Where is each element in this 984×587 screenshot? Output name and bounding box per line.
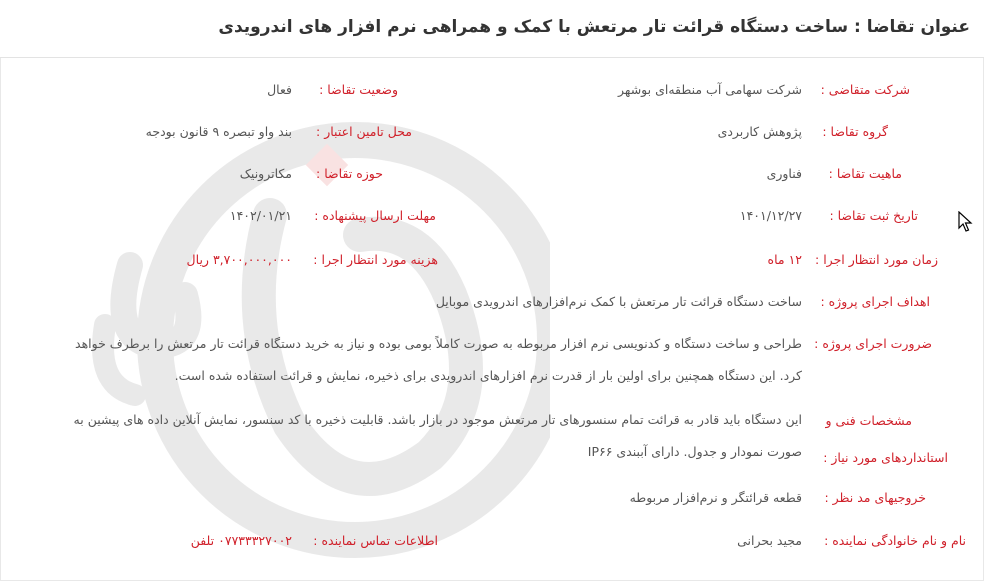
proposal-deadline-value: ۱۴۰۲/۰۱/۲۱ xyxy=(229,208,292,223)
representative-contact-value: ۰۷۷۳۳۳۲۷۰۰۲ تلفن xyxy=(190,533,292,548)
representative-name-label: نام و نام خانوادگی نماینده : xyxy=(824,533,966,548)
expected-cost-value: ۳,۷۰۰,۰۰۰,۰۰۰ ریال xyxy=(186,252,292,267)
request-domain-label: حوزه تقاضا : xyxy=(316,166,383,181)
request-nature-value: فناوری xyxy=(766,166,802,181)
project-necessity-value: طراحی و ساخت دستگاه و کدنویسی نرم افزار مربوطه به صورت کاملاً بومی بوده و نیاز به خرید دستگاه قرائت تار مرتعش را برطرف خواهد کرد. این دستگاه همچنین برای اولین بار از قدرت نرم افزارهای اندرویدی برای ذخیره، نمایش و قرائت استفاده شده است. xyxy=(75,336,802,383)
project-necessity-label: ضرورت اجرای پروژه : xyxy=(814,336,932,351)
technical-specs-label-line2: استانداردهای مورد نیاز : xyxy=(823,450,948,465)
request-group-label: گروه تقاضا : xyxy=(822,124,888,139)
project-goals-label: اهداف اجرای پروژه : xyxy=(820,294,930,309)
request-domain-value: مکاترونیک xyxy=(239,166,292,181)
desired-outputs-label: خروجیهای مد نظر : xyxy=(824,490,926,505)
proposal-deadline-label: مهلت ارسال پیشنهاده : xyxy=(314,208,436,223)
technical-specs-label-line1: مشخصات فنی و xyxy=(825,413,912,428)
mouse-cursor-icon xyxy=(958,211,974,233)
project-goals-value: ساخت دستگاه قرائت تار مرتعش با کمک نرم‌افزارهای اندرویدی موبایل xyxy=(435,294,802,309)
funding-source-value: بند واو تبصره ۹ قانون بودجه xyxy=(145,124,292,139)
applicant-company-value: شرکت سهامی آب منطقه‌ای بوشهر xyxy=(618,82,802,97)
representative-name-value: مجید بحرانی xyxy=(737,533,802,548)
page-title: عنوان تقاضا : ساخت دستگاه قرائت تار مرتعش با کمک و همراهی نرم افزار های اندرویدی xyxy=(218,17,970,37)
representative-contact-label: اطلاعات تماس نماینده : xyxy=(313,533,438,548)
registration-date-value: ۱۴۰۱/۱۲/۲۷ xyxy=(739,208,802,223)
funding-source-label: محل تامین اعتبار : xyxy=(316,124,412,139)
request-group-value: پژوهش کاربردی xyxy=(717,124,802,139)
applicant-company-label: شرکت متقاضی : xyxy=(820,82,910,97)
request-status-label: وضعیت تقاضا : xyxy=(319,82,398,97)
technical-specs-value: این دستگاه باید قادر به قرائت تمام سنسورهای تار مرتعش موجود در بازار باشد. قابلیت ذخیره با کد سنسور، نمایش آنلاین داده های پیشین به صورت نمودار و جدول. دارای آببندی IP۶۶ xyxy=(73,412,802,459)
expected-duration-label: زمان مورد انتظار اجرا : xyxy=(815,252,938,267)
expected-duration-value: ۱۲ ماه xyxy=(767,252,802,267)
registration-date-label: تاریخ ثبت تقاضا : xyxy=(829,208,918,223)
request-nature-label: ماهیت تقاضا : xyxy=(828,166,902,181)
page-header xyxy=(0,0,984,58)
request-status-value: فعال xyxy=(267,82,292,97)
desired-outputs-value: قطعه قرائتگر و نرم‌افزار مربوطه xyxy=(629,490,802,505)
expected-cost-label: هزینه مورد انتظار اجرا : xyxy=(313,252,438,267)
